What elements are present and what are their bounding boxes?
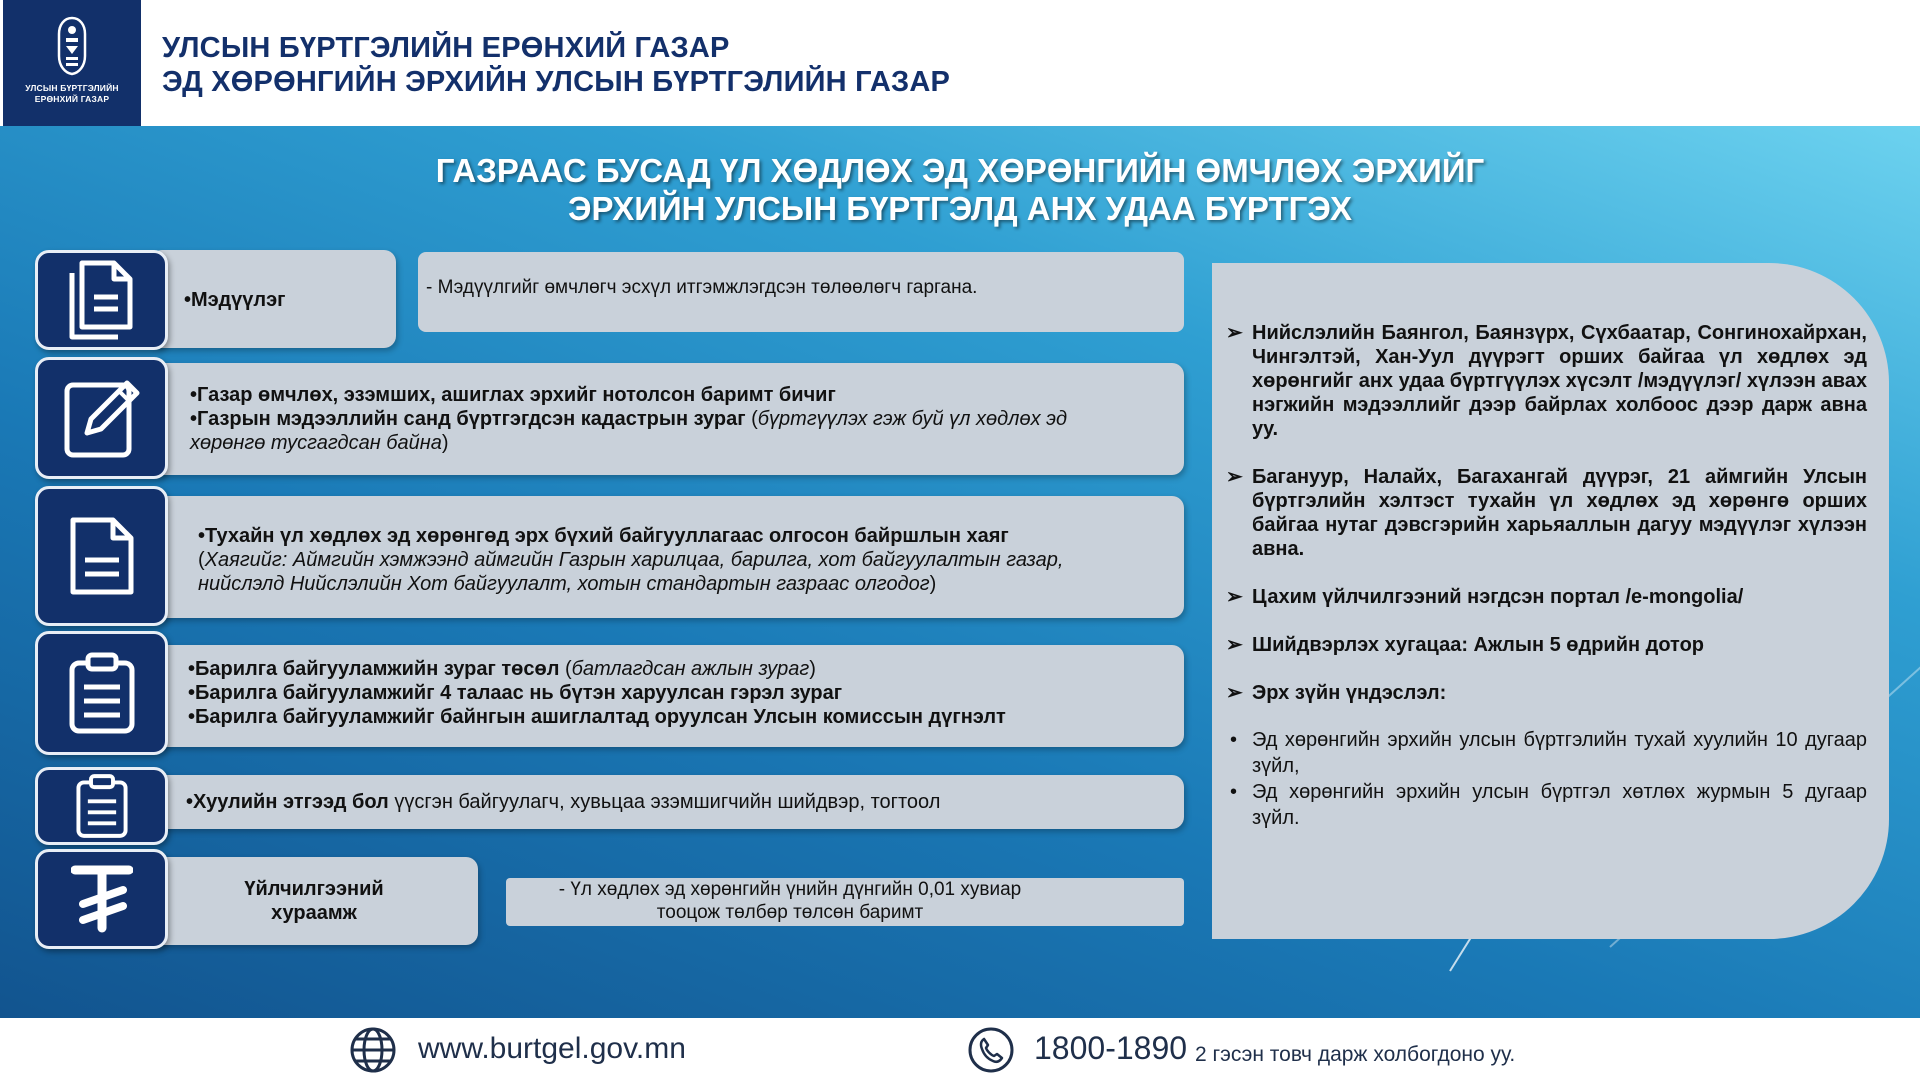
title-line1: ГАЗРААС БУСАД ҮЛ ХӨДЛӨХ ЭД ХӨРӨНГИЙН ӨМЧЛӨХ ЭРХИЙГ [435,152,1485,189]
application-label: •Мэдүүлэг [184,289,286,311]
application-icon-box [35,250,168,350]
legal-basis-bullet [1226,779,1867,831]
documents-icon [62,257,142,343]
legal-entity-bold: •Хуулийн этгээд бол [186,791,389,813]
hotline-number[interactable]: 1800-1890 [1034,1030,1188,1066]
agency-logo[interactable] [3,0,141,126]
page-title [0,152,1920,228]
arrow-bullet-icon: ➢ [1226,322,1243,344]
main-content [0,126,1920,1018]
application-label-box [150,250,396,348]
title-line2: ЭРХИЙН УЛСЫН БҮРТГЭЛД АНХ УДАА БҮРТГЭХ [567,190,1353,227]
tugrik-icon [71,862,133,936]
address-note [198,548,1104,596]
hotline-note: 2 гэсэн товч дарж холбогдоно уу. [1195,1043,1516,1066]
land-docs-icon-box [35,357,168,479]
info-item-deadline [1226,633,1867,657]
building-box [150,645,1184,747]
legal-basis-text: Эд хөрөнгийн эрхийн улсын бүртгэл хөтлөх журмын 5 дугаар зүйл. [1252,781,1867,829]
building-line3 [188,705,1184,729]
address-line1-text: •Тухайн үл хөдлөх эд хөрөнгөд эрх бүхий байгууллагаас олгосон байршлын хаяг [198,525,1009,547]
info-item-legal-basis [1226,681,1867,705]
globe-icon [349,1026,397,1074]
bullet-dot: • [1230,729,1238,751]
bullet-dot: • [1230,781,1238,803]
info-item-text: Нийслэлийн Баянгол, Баянзүрх, Сүхбаатар, Сонгинохайрхан, Чингэлтэй, Хан-Уул дүүрэгт орших байгаа үл хөдлөх эд хөрөнгийг анх удаа бүртгүүлэх хүсэлт /мэдүүлэг/ хүлээн авах нэгжийн мэдээллийг дээр байрлах холбоос дээр дарж авна уу. [1252,322,1867,440]
legal-entity-box [150,775,1184,829]
building-line1 [188,657,1184,681]
footer [0,1018,1920,1080]
fee-note-line2: тооцож төлбөр төлсөн баримт [656,902,924,923]
arrow-bullet-icon: ➢ [1226,682,1243,704]
arrow-bullet-icon: ➢ [1226,586,1243,608]
building-line2-text: •Барилга байгууламжийг 4 талаас нь бүтэн харуулсан гэрэл зураг [188,682,843,704]
fee-icon-box [35,849,168,949]
address-icon-box [35,486,168,626]
header [0,0,1920,126]
address-box [150,496,1184,618]
info-item-text: Шийдвэрлэх хугацаа: Ажлын 5 өдрийн дотор [1252,634,1705,656]
legal-basis-text: Эд хөрөнгийн эрхийн улсын бүртгэлийн тухай хуулийн 10 дугаар зүйл, [1252,729,1867,777]
legal-basis-bullet [1226,727,1867,779]
building-line1-bold: •Барилга байгууламжийн зураг төсөл [188,658,560,680]
land-docs-line2-italic: бүртгүүлэх гэж буй үл хөдлөх эд хөрөнгө тусгагдсан байна [190,408,1068,454]
land-docs-line1-text: •Газар өмчлөх, эзэмших, ашиглах эрхийг нотолсон баримт бичиг [190,384,836,406]
address-note-italic: Хаягийг: Аймгийн хэмжээнд аймгийн Газрын харилцаа, барилга, хот байгуулалтын газар, нийслэлд Нийслэлийн Хот байгуулалт, хотын стандартын газраас олгодог [198,549,1064,595]
application-note: - Мэдүүлгийг өмчлөгч эсхүл итгэмжлэгдсэн төлөөлөгч гаргана. [426,277,978,298]
building-line3-text: •Барилга байгууламжийг байнгын ашиглалтад оруулсан Улсын комиссын дүгнэлт [188,706,1006,728]
paren-close: ) [929,573,937,595]
org-name-line2: ЭД ХӨРӨНГИЙН ЭРХИЙН УЛСЫН БҮРТГЭЛИЙН ГАЗАР [162,66,951,98]
fee-note-box [506,878,1184,926]
land-docs-line2-bold: •Газрын мэдээллийн санд бүртгэгдсэн кадастрын зураг [190,408,746,430]
info-item-text: Цахим үйлчилгээний нэгдсэн портал /e-mongolia/ [1252,586,1744,608]
logo-text-line1: УЛСЫН БҮРТГЭЛИЙН [25,83,119,93]
legal-entity-icon-box [35,767,168,845]
fee-label-box [150,857,478,945]
paren-close: ) [441,432,449,454]
land-docs-line2 [190,407,1184,455]
org-name-line1: УЛСЫН БҮРТГЭЛИЙН ЕРӨНХИЙ ГАЗАР [162,32,730,64]
building-line1-italic: батлагдсан ажлын зураг [571,658,810,680]
paren-open: ( [559,658,572,680]
fee-label-line1: Үйлчилгээний [244,878,384,900]
arrow-bullet-icon: ➢ [1226,466,1243,488]
info-item-capital-districts [1226,321,1867,441]
info-item-e-mongolia [1226,585,1867,609]
edit-document-icon [61,375,143,461]
arrow-bullet-icon: ➢ [1226,634,1243,656]
fee-label-line2: хураамж [271,902,357,924]
address-line1 [198,524,1104,548]
paren-close: ) [809,658,816,680]
phone-icon [967,1026,1015,1074]
document-icon [65,514,139,598]
info-item-rural-districts [1226,465,1867,561]
legal-entity-rest: үүсгэн байгуулагч, хувьцаа эзэмшигчийн шийдвэр, тогтоол [388,791,941,813]
info-item-text: Багануур, Налайх, Багахангай дүүрэг, 21 аймгийн Улсын бүртгэлийн хэлтэст тухайн үл хөдлөх эд хөрөнгө орших байгаа нутаг дэвсгэрийн харьяаллын дагуу мэдүүлэг хүлээн авна. [1252,466,1867,560]
emblem-icon [55,16,89,76]
clipboard-icon [73,773,131,839]
land-docs-line1 [190,383,1184,407]
fee-note-line1: - Үл хөдлөх эд хөрөнгийн үнийн дүнгийн 0,01 хувиар [558,879,1022,900]
logo-text-line2: ЕРӨНХИЙ ГАЗАР [34,94,110,104]
building-line2 [188,681,1184,705]
land-docs-box [150,363,1184,475]
paren-open: ( [198,549,205,571]
info-panel [1212,263,1889,939]
application-note-box [418,252,1184,332]
paren-open: ( [745,408,758,430]
clipboard-icon [66,651,138,735]
website-link[interactable]: www.burtgel.gov.mn [418,1032,686,1065]
building-icon-box [35,631,168,755]
info-item-text: Эрх зүйн үндэслэл: [1252,682,1447,704]
